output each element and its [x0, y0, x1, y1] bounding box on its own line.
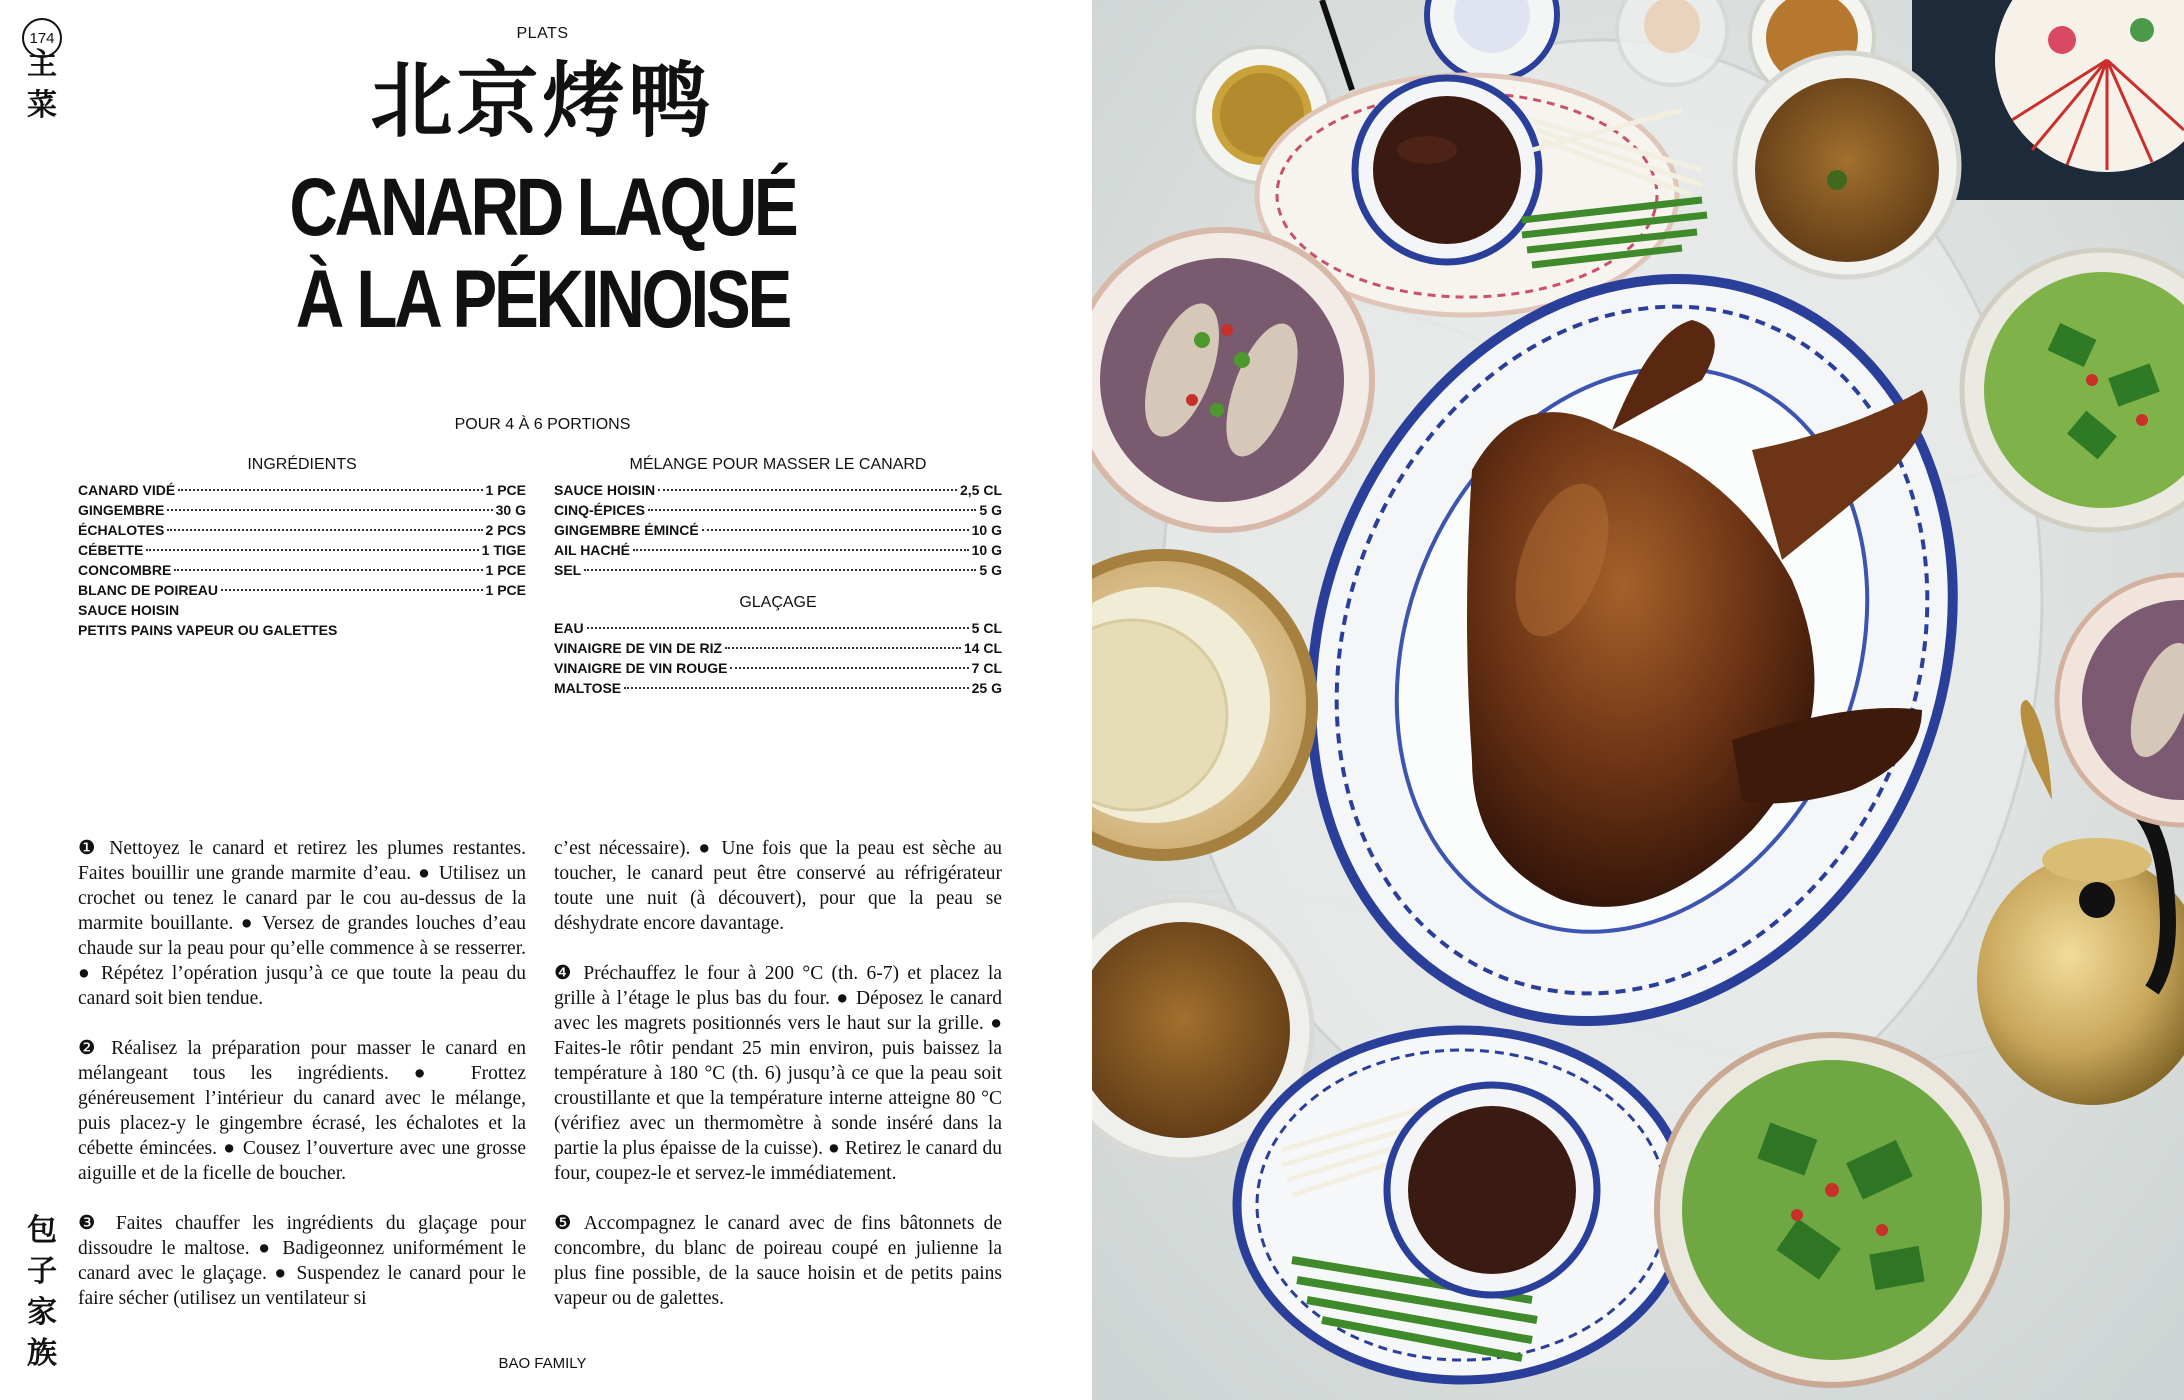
ingredient-row — [78, 600, 526, 620]
ingredient-name: BLANC DE POIREAU — [78, 582, 219, 598]
ingredient-name: CINQ-ÉPICES — [554, 502, 646, 518]
section-label: PLATS — [516, 25, 569, 42]
ingredient-row — [554, 500, 1002, 520]
ingredient-row — [554, 638, 1002, 658]
ingredient-name: VINAIGRE DE VIN DE RIZ — [554, 640, 723, 656]
ingredient-quantity: 7 CL — [971, 660, 1002, 676]
dot-leader — [587, 627, 969, 629]
ingredient-row — [78, 520, 526, 540]
ingredient-quantity: 10 G — [971, 522, 1002, 538]
ingredient-name: ÉCHALOTES — [78, 522, 165, 538]
ingredient-row — [78, 500, 526, 520]
dot-leader — [167, 509, 492, 511]
ingredient-quantity: 1 TIGE — [481, 542, 526, 558]
ingredient-name: CÉBETTE — [78, 542, 144, 558]
hoisin-bowl — [1387, 1085, 1597, 1295]
page-number: 174 — [22, 18, 62, 58]
side-chinese-label-bottom — [22, 1210, 62, 1374]
dot-leader — [702, 529, 969, 531]
title-line-1: CANARD LAQUÉ — [289, 162, 796, 253]
step-paragraph: ❺ Accompagnez le canard avec de fins bâtonnets de concombre, du blanc de poireau coupé en julienne la plus fine possible, de la sauce hoisin et de petits pains vapeur ou de galettes. — [554, 1213, 1002, 1309]
step-paragraph: ❷ Réalisez la préparation pour masser le canard en mélangeant tous les ingrédients. ● Frottez généreusement l’intérieur du canard avec le mélange, puis placez-y le gingembre écrasé, les échalotes et la cébette émincées. ● Cousez l’ouverture avec une grosse aiguille et de la ficelle de boucher. — [78, 1038, 526, 1184]
side-char: 主 — [27, 47, 57, 82]
dot-leader — [178, 489, 482, 491]
massage-mix-list — [554, 454, 1002, 580]
ingredient-quantity: 5 CL — [971, 620, 1002, 636]
glaze-heading: GLAÇAGE — [739, 594, 817, 611]
cucumber-salad-bowl — [1657, 1035, 2007, 1385]
ingredient-row — [78, 540, 526, 560]
broth-bowl — [1735, 53, 1959, 277]
ingredient-row — [78, 620, 526, 640]
ingredient-name: AIL HACHÉ — [554, 542, 630, 558]
ingredient-row — [78, 480, 526, 500]
dot-leader — [624, 687, 968, 689]
ingredient-row — [554, 480, 1002, 500]
ingredient-name: GINGEMBRE ÉMINCÉ — [554, 522, 699, 538]
dot-leader — [725, 647, 961, 649]
dot-leader — [584, 569, 976, 571]
eggplant-plate — [1092, 230, 1372, 530]
food-photo — [1092, 0, 2184, 1400]
ingredient-quantity: 5 G — [979, 562, 1002, 578]
ingredient-name: MALTOSE — [554, 680, 622, 696]
glaze-rows — [554, 618, 1002, 698]
ingredient-row — [554, 520, 1002, 540]
ingredient-quantity: 5 G — [979, 502, 1002, 518]
side-char: 包 — [27, 1213, 57, 1248]
ingredient-quantity: 1 PCE — [485, 482, 526, 498]
recipe-title-french — [98, 162, 988, 346]
step-paragraph: c’est nécessaire). ● Une fois que la peau est sèche au toucher, le canard peut être conservé au réfrigérateur toute une nuit (à découvert), pour que la peau se déshydrate encore davantage. — [554, 838, 1002, 934]
title-line-2: À LA PÉKINOISE — [295, 254, 790, 345]
ingredient-quantity: 10 G — [971, 542, 1002, 558]
dot-leader — [221, 589, 483, 591]
roast-duck-table-photo — [1092, 0, 2184, 1400]
side-char: 家 — [27, 1295, 57, 1330]
ingredient-quantity: 25 G — [971, 680, 1002, 696]
step-paragraph: ❹ Préchauffez le four à 200 °C (th. 6-7) et placez la grille à l’étage le plus bas du four. ● Déposez le canard avec les magrets positionnés vers le haut sur la grille. ● Faites-le rôtir pendant 25 min environ, puis baissez la température à 180 °C (th. 6) jusqu’à ce que la peau soit croustillante et que la température interne atteigne 80 °C (vérifiez avec un thermomètre à sonde inséré dans la partie la plus épaisse de la cuisse). ● Retirez le canard du four, coupez-le et servez-le immédiatement. — [554, 963, 1002, 1184]
hoisin-and-julienne-plate — [1237, 1030, 1687, 1380]
dot-leader — [146, 549, 478, 551]
steps-column-2 — [554, 836, 1002, 1336]
page-footer: BAO FAMILY — [498, 1355, 587, 1372]
ingredient-name: CONCOMBRE — [78, 562, 172, 578]
ingredients-rows — [78, 480, 526, 640]
steps-column-1 — [78, 836, 526, 1336]
dot-leader — [174, 569, 482, 571]
ingredient-row — [78, 580, 526, 600]
ingredients-heading: INGRÉDIENTS — [247, 456, 357, 473]
dot-leader — [730, 667, 968, 669]
ingredient-row — [554, 678, 1002, 698]
dot-leader — [648, 509, 976, 511]
ingredient-row — [554, 618, 1002, 638]
ingredient-quantity: 1 PCE — [485, 582, 526, 598]
dot-leader — [633, 549, 969, 551]
dot-leader — [658, 489, 957, 491]
ingredient-quantity: 2,5 CL — [959, 482, 1002, 498]
ingredient-name: SAUCE HOISIN — [78, 602, 180, 618]
portions: POUR 4 À 6 PORTIONS — [454, 416, 631, 433]
hoisin-bowl — [1355, 78, 1539, 262]
ingredients-list — [78, 454, 526, 640]
side-char: 族 — [27, 1336, 57, 1371]
massage-mix-heading: MÉLANGE POUR MASSER LE CANARD — [629, 456, 927, 473]
ingredient-name: GINGEMBRE — [78, 502, 165, 518]
ingredient-quantity: 14 CL — [963, 640, 1002, 656]
ingredient-name: SEL — [554, 562, 582, 578]
ingredient-name: PETITS PAINS VAPEUR OU GALETTES — [78, 622, 338, 638]
step-paragraph: ❸ Faites chauffer les ingrédients du glaçage pour dissoudre le maltose. ● Badigeonnez uniformément le canard avec le glaçage. ● Suspendez le canard pour le faire sécher (utilisez un ventilateur si — [78, 1213, 526, 1309]
ingredient-quantity: 30 G — [495, 502, 526, 518]
ingredient-name: VINAIGRE DE VIN ROUGE — [554, 660, 728, 676]
side-char: 菜 — [27, 88, 57, 123]
glaze-list — [554, 592, 1002, 698]
dot-leader — [167, 529, 482, 531]
ingredient-quantity: 2 PCS — [485, 522, 526, 538]
ingredient-row — [554, 540, 1002, 560]
ingredient-quantity: 1 PCE — [485, 562, 526, 578]
massage-mix-rows — [554, 480, 1002, 580]
ingredient-row — [554, 658, 1002, 678]
ingredient-row — [78, 560, 526, 580]
step-paragraph: ❶ Nettoyez le canard et retirez les plumes restantes. Faites bouillir une grande marmite d’eau. ● Utilisez un crochet ou tenez le canard par le cou au-dessus de la marmite bouillante. ● Versez de grandes louches d’eau chaude sur la peau pour qu’elle commence à se resserrer. ● Répétez l’opération jusqu’à ce que toute la peau du canard soit bien tendue. — [78, 838, 526, 1009]
ingredient-name: CANARD VIDÉ — [78, 482, 176, 498]
ingredient-name: SAUCE HOISIN — [554, 482, 656, 498]
side-char: 子 — [27, 1254, 57, 1289]
ingredient-row — [554, 560, 1002, 580]
recipe-title-chinese: 北京烤鸭 — [370, 54, 715, 149]
ingredient-name: EAU — [554, 620, 584, 636]
